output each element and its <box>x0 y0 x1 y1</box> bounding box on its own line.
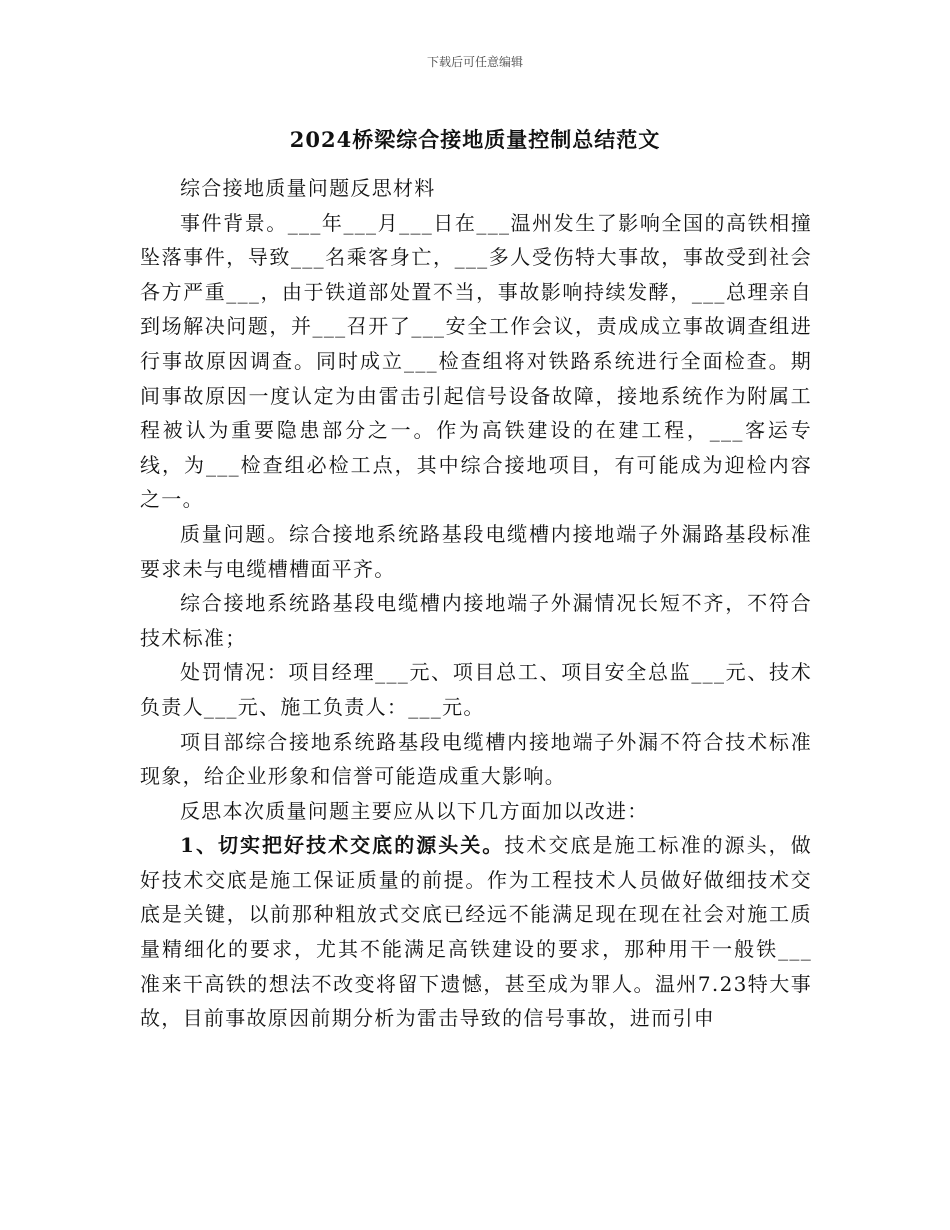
paragraph-penalty: 处罚情况：项目经理___元、项目总工、项目安全总监___元、技术负责人___元、施工负责人：___元。 <box>140 660 812 719</box>
point-1-body: 技术交底是施工标准的源头，做好技术交底是施工保证质量的前提。作为工程技术人员做好做细技术交底是关键，以前那种粗放式交底已经远不能满足现在现在社会对施工质量精细化的要求，尤其不能满足高铁建设的要求，那种用干一般铁___准来干高铁的想法不改变将留下遗憾，甚至成为罪人。温州7.23特大事故，目前事故原因前期分析为雷击导致的信号事故，进而引申 <box>140 833 813 1031</box>
paragraph-quality-issue: 质量问题。综合接地系统路基段电缆槽内接地端子外漏路基段标准要求未与电缆槽槽面平齐。 <box>140 521 812 581</box>
page-header-note: 下载后可任意编辑 <box>426 55 523 69</box>
point-1-heading: 1、切实把好技术交底的源头关。 <box>180 833 505 858</box>
paragraph-point-1 <box>140 828 812 1036</box>
paragraph-background: 事件背景。___年___月___日在___温州发生了影响全国的高铁相撞坠落事件，导致___名乘客身亡，___多人受伤特大事故，事故受到社会各方严重___，由于铁道部处置不当，事故影响持续发酵，___总理亲自到场解决问题，并___召开了___安全工作会议，责成成立事故调查组进行事故原因调查。同时成立___检查组将对铁路系统进行全面检查。期间事故原因一度认定为由雷击引起信号设备故障，接地系统作为附属工程被认为重要隐患部分之一。作为高铁建设的在建工程，___客运专线，为___检查组必检工点，其中综合接地项目，有可能成为迎检内容之一。 <box>140 210 812 512</box>
paragraph-subtitle: 综合接地质量问题反思材料 <box>180 176 436 200</box>
paragraph-impact: 项目部综合接地系统路基段电缆槽内接地端子外漏不符合技术标准现象，给企业形象和信誉可能造成重大影响。 <box>140 729 812 789</box>
document-body <box>140 171 812 1036</box>
paragraph-terminal-issue: 综合接地系统路基段电缆槽内接地端子外漏情况长短不齐，不符合技术标准； <box>140 591 812 650</box>
paragraph-improvement-intro: 反思本次质量问题主要应从以下几方面加以改进： <box>180 798 649 823</box>
document-title: 2024桥梁综合接地质量控制总结范文 <box>289 127 661 152</box>
